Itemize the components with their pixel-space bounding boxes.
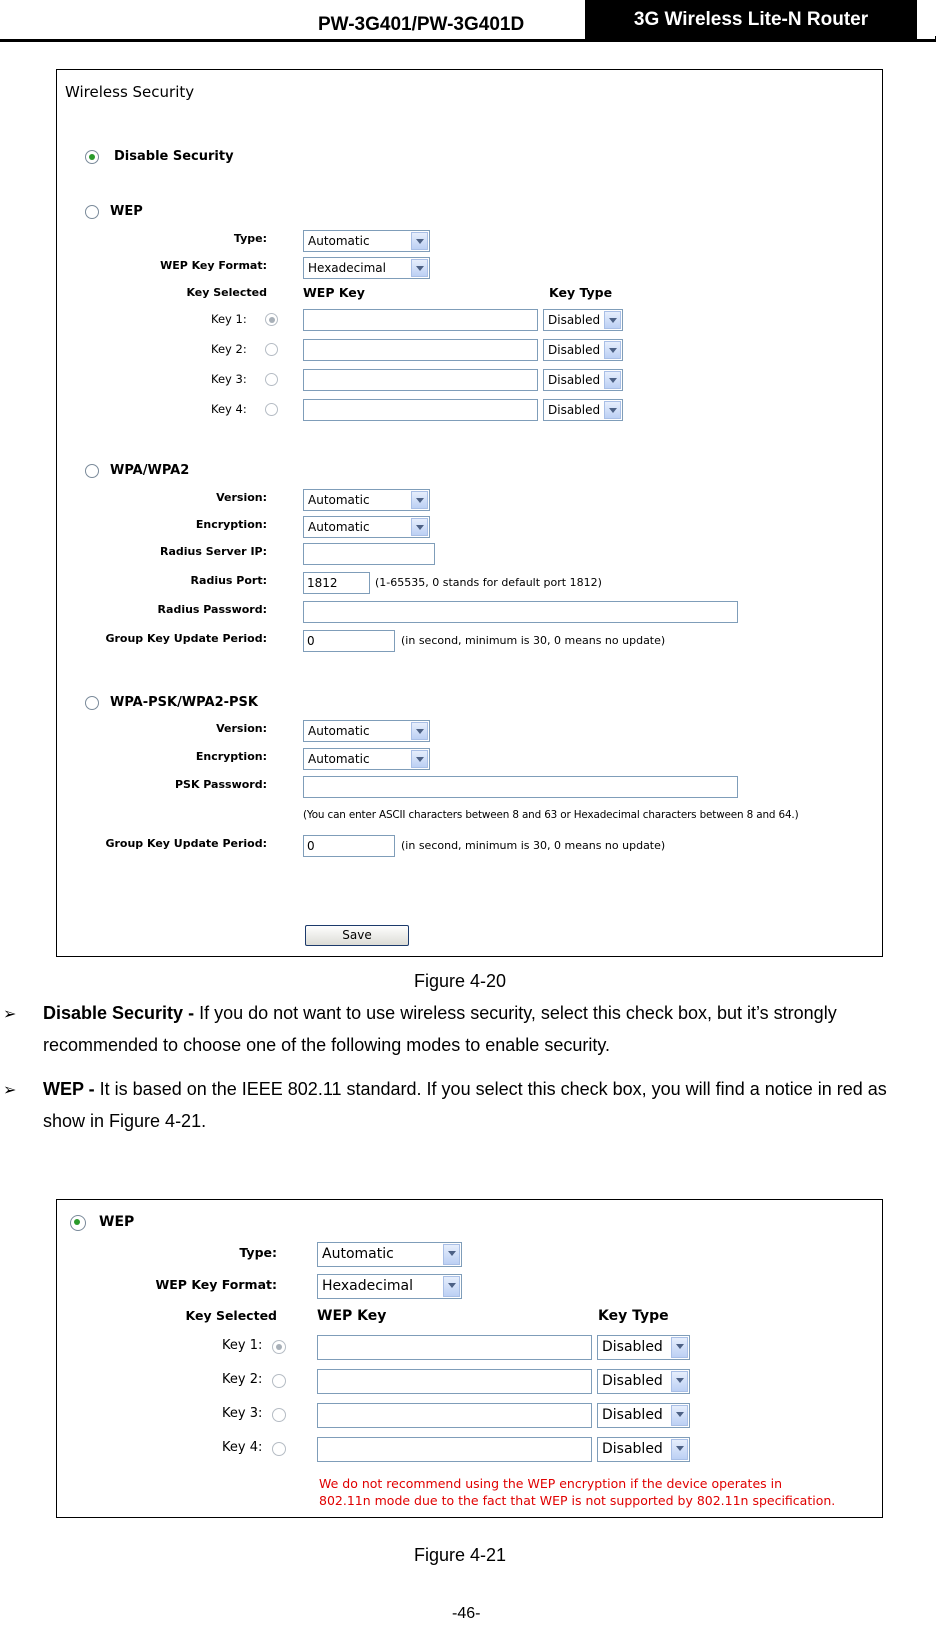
key2-type-value: Disabled [548, 343, 601, 357]
key3-type-value: Disabled [602, 1407, 663, 1423]
key3-input[interactable] [303, 369, 538, 391]
panel-title: Wireless Security [65, 83, 195, 101]
chevron-down-icon [671, 1337, 688, 1358]
wep-radio-selected[interactable] [70, 1215, 86, 1231]
key1-label: Key 1: [211, 312, 247, 326]
header-product: 3G Wireless Lite-N Router [585, 0, 917, 40]
key1-type-select[interactable] [597, 1335, 690, 1360]
bullet-arrow-icon: ➢ [3, 1006, 17, 1023]
psk-password-hint: (You can enter ASCII characters between 8 and 63 or Hexadecimal characters between 8 and 64.) [303, 809, 799, 821]
key-selected-header: Key Selected [185, 1308, 277, 1323]
chevron-down-icon [671, 1439, 688, 1460]
wep-format-label: WEP Key Format: [155, 1277, 277, 1292]
chevron-down-icon [411, 491, 428, 509]
key2-label: Key 2: [222, 1372, 263, 1387]
wpa-group-key-label: Group Key Update Period: [105, 632, 267, 645]
psk-version-value: Automatic [308, 724, 370, 738]
chevron-down-icon [411, 750, 428, 768]
chevron-down-icon [671, 1405, 688, 1426]
disable-security-label: Disable Security [114, 149, 234, 164]
psk-password-label: PSK Password: [174, 778, 267, 791]
chevron-down-icon [604, 401, 621, 419]
wep-key-header: WEP Key [317, 1308, 387, 1324]
psk-version-select[interactable] [303, 720, 430, 742]
chevron-down-icon [604, 371, 621, 389]
wep-type-select[interactable] [317, 1242, 462, 1267]
key3-radio[interactable] [272, 1408, 286, 1422]
key4-input[interactable] [317, 1437, 592, 1462]
key4-type-value: Disabled [602, 1441, 663, 1457]
wep-type-value: Automatic [308, 234, 370, 248]
wpa-label: WPA/WPA2 [110, 463, 190, 478]
bullet-arrow-icon: ➢ [3, 1082, 17, 1099]
radius-ip-label: Radius Server IP: [160, 545, 267, 558]
header-rule [0, 39, 936, 42]
wep-format-value: Hexadecimal [322, 1278, 413, 1294]
chevron-down-icon [443, 1244, 460, 1265]
figure-wep [56, 1199, 883, 1518]
wep-label: WEP [110, 204, 143, 219]
key-type-header: Key Type [598, 1308, 669, 1324]
radius-port-label: Radius Port: [190, 574, 267, 587]
key1-type-value: Disabled [548, 313, 601, 327]
radius-password-input[interactable] [303, 601, 738, 623]
radius-port-hint: (1-65535, 0 stands for default port 1812) [375, 576, 602, 589]
chevron-down-icon [671, 1371, 688, 1392]
psk-encryption-label: Encryption: [195, 750, 267, 763]
figure-4-20-caption: Figure 4-20 [414, 971, 507, 991]
wep-warning-line1: We do not recommend using the WEP encryption if the device operates in [319, 1476, 783, 1491]
key1-type-select[interactable] [543, 309, 623, 331]
wpa-radio[interactable] [85, 464, 99, 478]
key2-type-value: Disabled [602, 1373, 663, 1389]
wpa-version-label: Version: [216, 491, 267, 504]
wep-radio[interactable] [85, 205, 99, 219]
psk-group-key-input[interactable]: 0 [303, 835, 395, 857]
wep-format-label: WEP Key Format: [160, 259, 267, 272]
wpa-group-key-hint: (in second, minimum is 30, 0 means no update) [401, 634, 666, 647]
key2-input[interactable] [303, 339, 538, 361]
wep-term: WEP - [43, 1079, 95, 1099]
wpa-version-select[interactable] [303, 489, 430, 511]
key3-input[interactable] [317, 1403, 592, 1428]
radius-ip-input[interactable] [303, 543, 435, 565]
header-rule-tick [935, 36, 936, 42]
key3-type-select[interactable] [543, 369, 623, 391]
chevron-down-icon [443, 1276, 460, 1297]
wep-type-select[interactable] [303, 230, 430, 252]
wep-text: It is based on the IEEE 802.11 standard. If you select this check box, you will find a notice in red as show in Figure 4-21. [43, 1079, 887, 1131]
page-number: -46- [452, 1605, 481, 1622]
disable-security-radio[interactable] [85, 150, 99, 164]
key2-label: Key 2: [211, 342, 247, 356]
chevron-down-icon [604, 311, 621, 329]
key1-type-value: Disabled [602, 1339, 663, 1355]
radius-password-label: Radius Password: [157, 603, 267, 616]
figure-4-21-caption: Figure 4-21 [414, 1545, 507, 1565]
key1-label: Key 1: [222, 1338, 263, 1353]
key1-radio[interactable] [272, 1340, 286, 1354]
wep-paragraph [43, 1073, 913, 1137]
wep-format-select[interactable] [303, 257, 430, 279]
key4-type-select[interactable] [543, 399, 623, 421]
disable-security-term: Disable Security - [43, 1003, 195, 1023]
disable-security-text: If you do not want to use wireless security, select this check box, but it’s strongly recommended to choose one of the following modes to enable security. [43, 1003, 837, 1055]
key2-radio[interactable] [272, 1374, 286, 1388]
disable-security-paragraph [43, 997, 913, 1061]
chevron-down-icon [604, 341, 621, 359]
key3-type-select[interactable] [597, 1403, 690, 1428]
key2-input[interactable] [317, 1369, 592, 1394]
figure-wireless-security [56, 69, 883, 957]
key4-input[interactable] [303, 399, 538, 421]
wpa-encryption-label: Encryption: [195, 518, 267, 531]
key1-input[interactable] [303, 309, 538, 331]
key4-label: Key 4: [222, 1440, 263, 1455]
psk-version-label: Version: [216, 722, 267, 735]
chevron-down-icon [411, 259, 428, 277]
key1-input[interactable] [317, 1335, 592, 1360]
chevron-down-icon [411, 518, 428, 536]
wep-key-header: WEP Key [303, 285, 365, 300]
wep-format-value: Hexadecimal [308, 261, 386, 275]
wep-type-label: Type: [233, 232, 267, 245]
key3-label: Key 3: [211, 372, 247, 386]
wpa-encryption-value: Automatic [308, 520, 370, 534]
chevron-down-icon [411, 232, 428, 250]
psk-encryption-value: Automatic [308, 752, 370, 766]
key4-type-value: Disabled [548, 403, 601, 417]
chevron-down-icon [411, 722, 428, 740]
wpa-encryption-select[interactable] [303, 516, 430, 538]
psk-encryption-select[interactable] [303, 748, 430, 770]
key-type-header: Key Type [549, 285, 613, 300]
header-model: PW-3G401/PW-3G401D [318, 14, 525, 35]
psk-password-input[interactable] [303, 776, 738, 798]
wep-label: WEP [99, 1214, 135, 1230]
key2-type-select[interactable] [597, 1369, 690, 1394]
key-selected-header: Key Selected [186, 286, 267, 299]
wpa-group-key-input[interactable]: 0 [303, 630, 395, 652]
key4-radio[interactable] [272, 1442, 286, 1456]
key3-label: Key 3: [222, 1406, 263, 1421]
wep-type-label: Type: [239, 1245, 277, 1260]
wep-type-value: Automatic [322, 1246, 394, 1262]
psk-label: WPA-PSK/WPA2-PSK [110, 695, 258, 710]
key3-type-value: Disabled [548, 373, 601, 387]
key2-radio[interactable] [265, 343, 278, 356]
key3-radio[interactable] [265, 373, 278, 386]
radius-port-input[interactable]: 1812 [303, 572, 370, 594]
key4-type-select[interactable] [597, 1437, 690, 1462]
key2-type-select[interactable] [543, 339, 623, 361]
key1-radio[interactable] [265, 313, 278, 326]
psk-group-key-label: Group Key Update Period: [105, 837, 267, 850]
wep-warning-line2: 802.11n mode due to the fact that WEP is not supported by 802.11n specification. [319, 1493, 836, 1508]
psk-radio[interactable] [85, 696, 99, 710]
psk-group-key-hint: (in second, minimum is 30, 0 means no update) [401, 839, 666, 852]
key4-radio[interactable] [265, 403, 278, 416]
key4-label: Key 4: [211, 402, 247, 416]
wpa-version-value: Automatic [308, 493, 370, 507]
wep-format-select[interactable] [317, 1274, 462, 1299]
save-button[interactable]: Save [305, 925, 409, 946]
